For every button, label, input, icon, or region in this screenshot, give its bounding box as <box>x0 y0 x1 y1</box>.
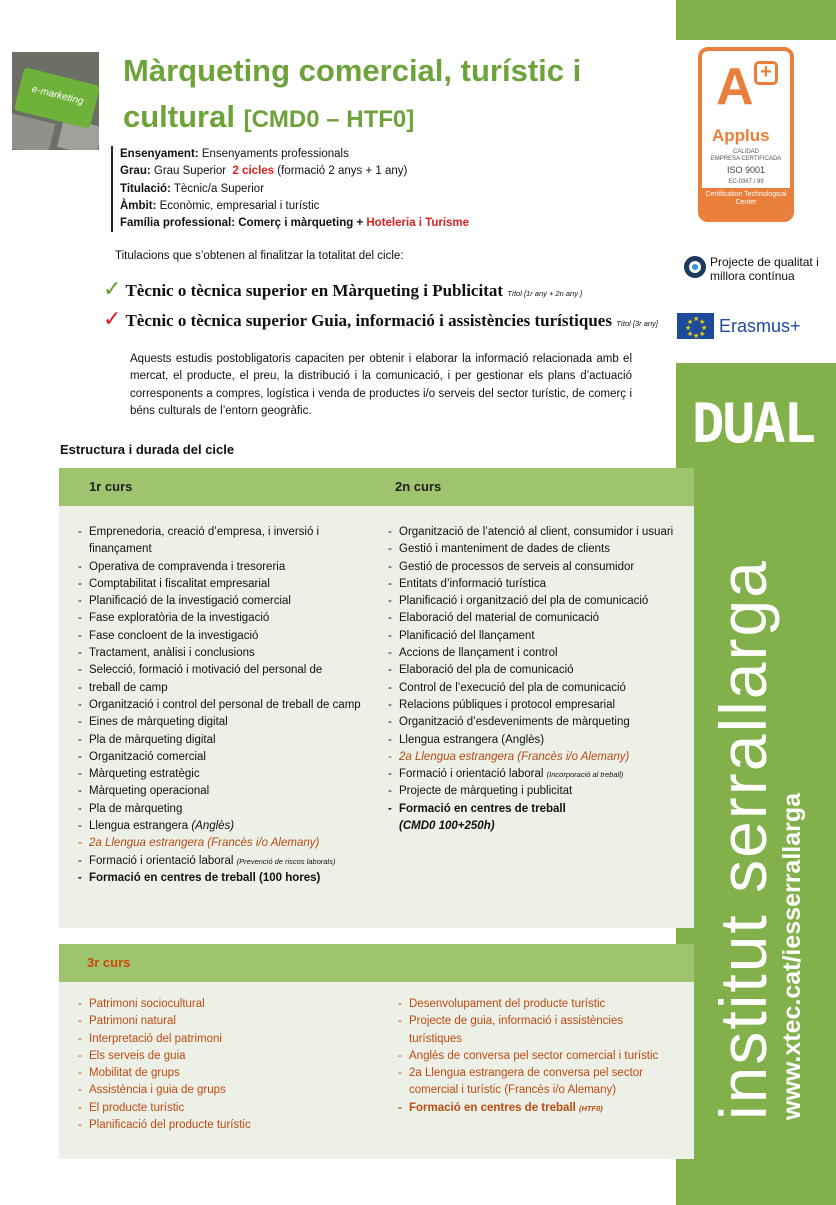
list-item: - Planificació del producte turístic <box>78 1117 368 1134</box>
list-item: - Emprenedoria, creació d’empresa, i inversió i finançament <box>78 524 368 559</box>
list-item: - Fase exploratòria de la investigació <box>78 610 368 627</box>
list-item: - Llengua estrangera (Anglès) <box>388 732 678 749</box>
list-item: - treball de camp <box>78 680 368 697</box>
course-3-list-a <box>78 996 368 1134</box>
institute-name: institut serrallarga <box>706 559 780 1120</box>
course-3-title: 3r curs <box>87 955 131 970</box>
degree-1-name: Tècnic o tècnica superior en Màrqueting i Publicitat <box>125 281 504 300</box>
meta-ambit: Àmbit: Econòmic, empresarial i turístic <box>120 199 320 212</box>
degree-1 <box>103 276 582 302</box>
title-code: [CMD0 – HTF0] <box>243 106 415 133</box>
list-item: - Control de l’execució del pla de comunicació <box>388 680 678 697</box>
quality-text: Projecte de qualitat i millora contínua <box>710 255 819 283</box>
badge-small-2: EMPRESA CERTIFICADA <box>710 156 782 162</box>
list-item: - 2a Llengua estrangera (Francès i/o Alemany) <box>78 835 368 852</box>
course-1-title: 1r curs <box>89 479 133 494</box>
list-item: - Elaboració del material de comunicació <box>388 610 678 627</box>
list-item: - Selecció, formació i motivació del personal de <box>78 662 368 679</box>
list-item: - Organització i control del personal de treball de camp <box>78 697 368 714</box>
list-item: - Formació i orientació laboral (Incorporació al treball) <box>388 766 678 783</box>
list-item: - Desenvolupament del producte turístic <box>398 996 668 1013</box>
list-item: - El producte turístic <box>78 1100 368 1117</box>
degree-1-note: Títol [1r any + 2n any ] <box>507 289 583 298</box>
list-item: - Formació en centres de treball (CMD0 100+250h) <box>388 801 678 836</box>
list-item: - 2a Llengua estrangera (Francès i/o Alemany) <box>388 749 678 766</box>
meta-titulacio: Titulació: Tècnic/a Superior <box>120 182 265 195</box>
course-2-list <box>388 524 678 835</box>
list-item: - Els serveis de guia <box>78 1048 368 1065</box>
list-item: - Projecte de màrqueting i publicitat <box>388 783 678 800</box>
badge-iso: ISO 9001 <box>726 165 766 175</box>
list-item: - Mobilitat de grups <box>78 1065 368 1082</box>
degree-2 <box>103 306 658 332</box>
list-item: - Llengua estrangera (Anglès) <box>78 818 368 835</box>
applus-badge <box>698 47 794 222</box>
course-2-title: 2n curs <box>395 479 442 494</box>
list-item: - Anglès de conversa pel sector comercial i turístic <box>398 1048 668 1065</box>
badge-letter: A <box>716 58 754 116</box>
list-item: - Comptabilitat i fiscalitat empresarial <box>78 576 368 593</box>
list-item: - Gestió i manteniment de dades de clients <box>388 541 678 558</box>
title-line-2 <box>123 94 663 143</box>
dual-label: DUAL <box>692 392 815 455</box>
title-line-1: Màrqueting comercial, turístic i <box>123 53 582 88</box>
list-item: - Fase concloent de la investigació <box>78 628 368 645</box>
course-3-list-b <box>398 996 668 1117</box>
list-item: - Operativa de compravenda i tresoreria <box>78 559 368 576</box>
list-item: - Màrqueting operacional <box>78 783 368 800</box>
meta-grau: Grau: Grau Superior 2 cicles (formació 2 anys + 1 any) <box>120 165 408 178</box>
list-item: - Planificació del llançament <box>388 628 678 645</box>
list-item: - Patrimoni natural <box>78 1013 368 1030</box>
courses-box-1-2 <box>59 468 694 928</box>
list-item: - Organització de l’atenció al client, consumidor i usuari <box>388 524 678 541</box>
list-item: - Planificació i organització del pla de comunicació <box>388 593 678 610</box>
box2-header <box>59 944 694 982</box>
box1-header <box>59 468 694 506</box>
list-item: - Gestió de processos de serveis al consumidor <box>388 559 678 576</box>
badge-small-1: CALIDAD <box>732 149 759 155</box>
green-check-icon: ✓ <box>103 276 122 301</box>
badge-brand: Applus <box>712 126 770 145</box>
eu-flag-icon: ★ ★ ★ ★ ★ ★ ★ ★ <box>677 313 714 339</box>
courses-box-3 <box>59 944 694 1159</box>
course-1-list <box>78 524 368 887</box>
badge-ec: EC-0367 / 99 <box>728 179 764 185</box>
titles-intro: Titulacions que s’obtenen al finalitzar la totalitat del cicle: <box>115 250 404 262</box>
list-item: - Accions de llançament i control <box>388 645 678 662</box>
description: Aquests estudis postobligatoris capaciten per obtenir i elaborar la informació relacionada amb el mercat, el producte, el preu, la distribució i la comunicació, i per gestionar els plans d’actuació corresponents a compres, logística i venda de productes i/o serveis del sector turístic, de comerç i béns culturals de l’entorn geogràfic. <box>130 353 632 417</box>
meta-ensenyament: Ensenyament: Ensenyaments professionals <box>120 148 349 160</box>
quality-icon <box>684 256 706 278</box>
list-item: - Planificació de la investigació comercial <box>78 593 368 610</box>
erasmus-text: Erasmus+ <box>719 316 801 336</box>
institute-url: www.xtec.cat/iesserrallarga <box>778 792 806 1120</box>
degree-2-note: Títol [3r any] <box>616 319 658 328</box>
list-item: - Entitats d’informació turística <box>388 576 678 593</box>
list-item: - Assistència i guia de grups <box>78 1082 368 1099</box>
list-item: - Projecte de guia, informació i assistències turístiques <box>398 1013 668 1048</box>
list-item: - Tractament, anàlisi i conclusions <box>78 645 368 662</box>
list-item: - Pla de màrqueting digital <box>78 732 368 749</box>
list-item: - Elaboració del pla de comunicació <box>388 662 678 679</box>
red-check-icon: ✓ <box>103 306 122 331</box>
page-title <box>123 48 663 143</box>
meta-familia: Família professional: Comerç i màrqueting + Hoteleria i Turisme <box>120 217 470 230</box>
degree-2-name: Tècnic o tècnica superior Guia, informació i assistències turístiques <box>125 311 612 330</box>
badge-foot: Certification Technological Center <box>702 188 790 218</box>
list-item: - Formació en centres de treball (HTF0) <box>398 1100 668 1117</box>
structure-title: Estructura i durada del cicle <box>60 442 235 457</box>
logo-key-text: e-marketing <box>14 67 99 129</box>
list-item: - Patrimoni sociocultural <box>78 996 368 1013</box>
program-meta <box>111 146 469 232</box>
badge-plus-icon: + <box>754 61 778 85</box>
list-item: - Màrqueting estratègic <box>78 766 368 783</box>
list-item: - Pla de màrqueting <box>78 801 368 818</box>
list-item: - Formació i orientació laboral (Prevenció de riscos laborals) <box>78 853 368 870</box>
emarketing-logo <box>12 52 99 150</box>
list-item: - Interpretació del patrimoni <box>78 1031 368 1048</box>
list-item: - Organització d’esdeveniments de màrqueting <box>388 714 678 731</box>
side-band-stripe <box>676 0 836 40</box>
list-item: - Eines de màrqueting digital <box>78 714 368 731</box>
list-item: - Formació en centres de treball (100 hores) <box>78 870 368 887</box>
list-item: - 2a Llengua estrangera de conversa pel sector comercial i turístic (Francès i/o Alemany) <box>398 1065 668 1100</box>
title-line-2-text: cultural <box>123 99 235 134</box>
list-item: - Relacions públiques i protocol empresarial <box>388 697 678 714</box>
list-item: - Organització comercial <box>78 749 368 766</box>
